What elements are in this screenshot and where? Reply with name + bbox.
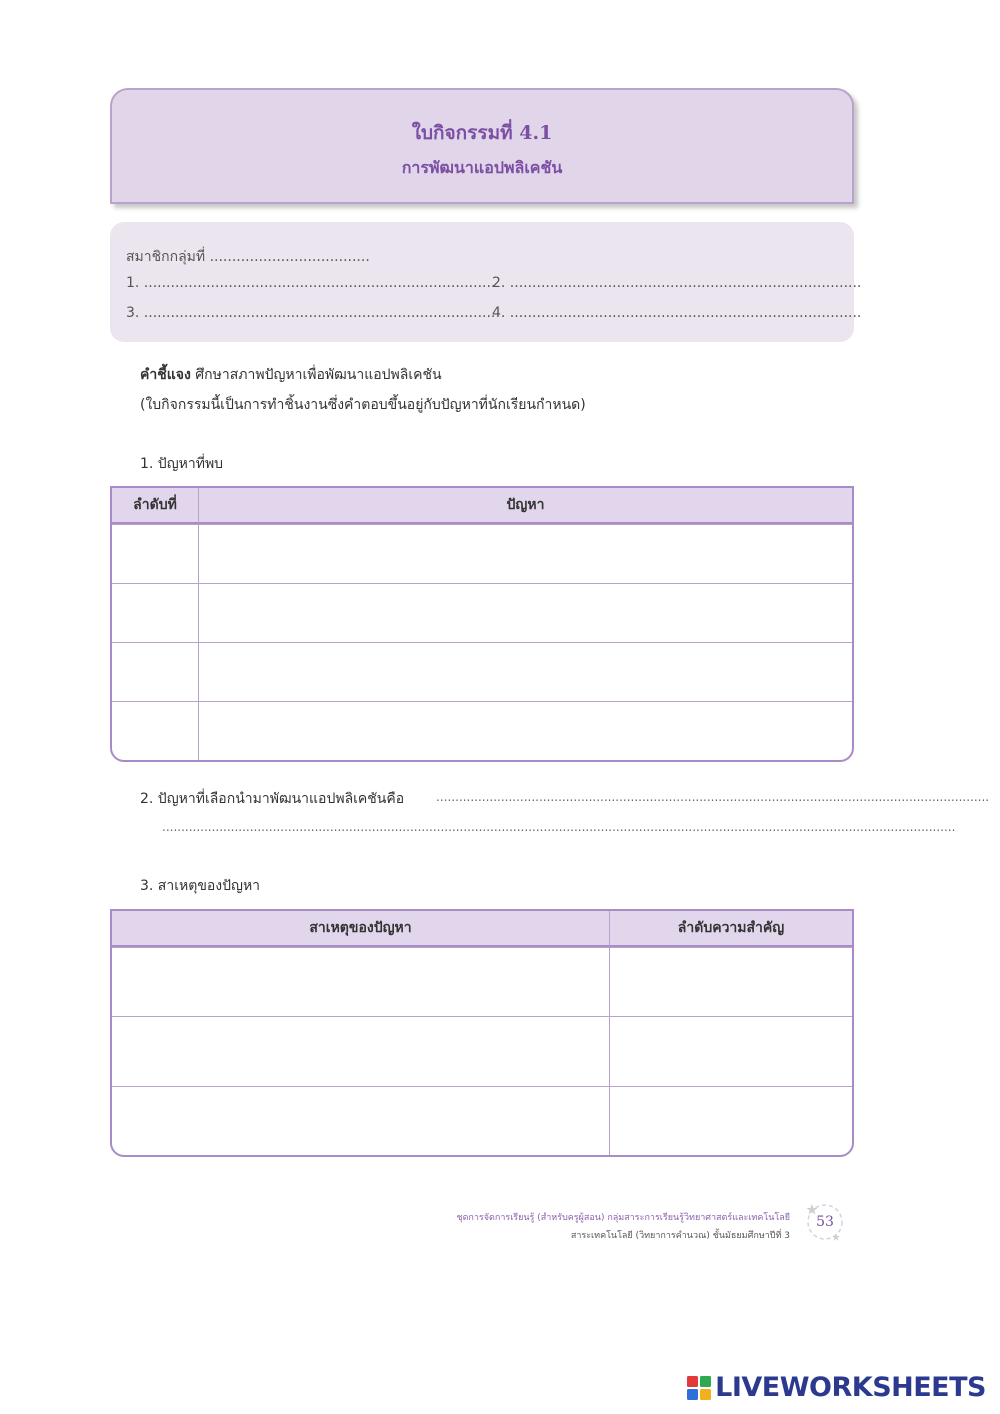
table-row bbox=[112, 524, 852, 583]
page-number-text: 53 bbox=[816, 1214, 834, 1230]
footer-line-2: สาระเทคโนโลยี (วิทยาการคำนวณ) ชั้นมัธยมศึกษาปีที่ 3 bbox=[570, 1231, 790, 1241]
member-1-field[interactable]: 1. ............................................................................... bbox=[126, 275, 496, 291]
activity-header bbox=[110, 88, 854, 204]
column-priority: ลำดับความสำคัญ bbox=[609, 911, 852, 947]
problem-cell[interactable] bbox=[198, 524, 852, 583]
causes-table bbox=[110, 909, 854, 1157]
liveworksheets-logo-icon bbox=[686, 1375, 712, 1401]
priority-cell[interactable] bbox=[609, 1016, 852, 1085]
cause-cell[interactable] bbox=[112, 947, 609, 1016]
brand-logo bbox=[686, 1372, 986, 1403]
group-number-label: สมาชิกกลุ่มที่ .................................... bbox=[126, 249, 370, 265]
activity-subtitle: การพัฒนาแอปพลิเคชัน bbox=[401, 158, 563, 177]
column-problem: ปัญหา bbox=[198, 488, 852, 524]
table-row bbox=[112, 642, 852, 701]
instructions-label: คำชี้แจง bbox=[140, 367, 191, 383]
order-cell[interactable] bbox=[112, 701, 198, 760]
section-1-title: 1. ปัญหาที่พบ bbox=[140, 456, 224, 472]
problem-cell[interactable] bbox=[198, 701, 852, 760]
instructions-note: (ใบกิจกรรมนี้เป็นการทำชิ้นงานซึ่งคำตอบขึ้นอยู่กับปัญหาที่นักเรียนกำหนด) bbox=[140, 397, 586, 413]
group-members-box bbox=[110, 222, 862, 342]
brand-name: LIVEWORKSHEETS bbox=[715, 1372, 986, 1403]
table-row bbox=[112, 1016, 852, 1085]
footer-line-1: ชุดการจัดการเรียนรู้ (สำหรับครูผู้สอน) กลุ่มสาระการเรียนรู้วิทยาศาสตร์และเทคโนโลยี bbox=[456, 1213, 790, 1223]
section-2-label: 2. ปัญหาที่เลือกนำมาพัฒนาแอปพลิเคชันคือ bbox=[140, 791, 405, 807]
table-row bbox=[112, 947, 852, 1016]
selected-problem-field-2[interactable]: ................................................................................................................................................................................................................ bbox=[162, 820, 956, 834]
member-2-field[interactable]: 2. ............................................................................... bbox=[492, 275, 862, 291]
page-number bbox=[798, 1200, 852, 1244]
table-row bbox=[112, 701, 852, 760]
order-cell[interactable] bbox=[112, 642, 198, 701]
problem-cell[interactable] bbox=[198, 642, 852, 701]
column-order: ลำดับที่ bbox=[112, 488, 198, 524]
priority-cell[interactable] bbox=[609, 1086, 852, 1155]
order-cell[interactable] bbox=[112, 583, 198, 642]
table-row bbox=[112, 583, 852, 642]
problem-cell[interactable] bbox=[198, 583, 852, 642]
column-cause: สาเหตุของปัญหา bbox=[112, 911, 609, 947]
problems-table bbox=[110, 486, 854, 762]
priority-cell[interactable] bbox=[609, 947, 852, 1016]
member-3-field[interactable]: 3. ............................................................................... bbox=[126, 305, 496, 321]
order-cell[interactable] bbox=[112, 524, 198, 583]
table-row bbox=[112, 1086, 852, 1155]
cause-cell[interactable] bbox=[112, 1086, 609, 1155]
section-3-title: 3. สาเหตุของปัญหา bbox=[140, 878, 261, 894]
selected-problem-field[interactable]: ................................................................................................................................................. bbox=[436, 790, 990, 804]
instructions bbox=[140, 364, 442, 386]
activity-title: ใบกิจกรรมที่ 4.1 bbox=[411, 122, 553, 144]
member-4-field[interactable]: 4. ............................................................................... bbox=[492, 305, 862, 321]
instructions-text: ศึกษาสภาพปัญหาเพื่อพัฒนาแอปพลิเคชัน bbox=[195, 367, 442, 383]
cause-cell[interactable] bbox=[112, 1016, 609, 1085]
